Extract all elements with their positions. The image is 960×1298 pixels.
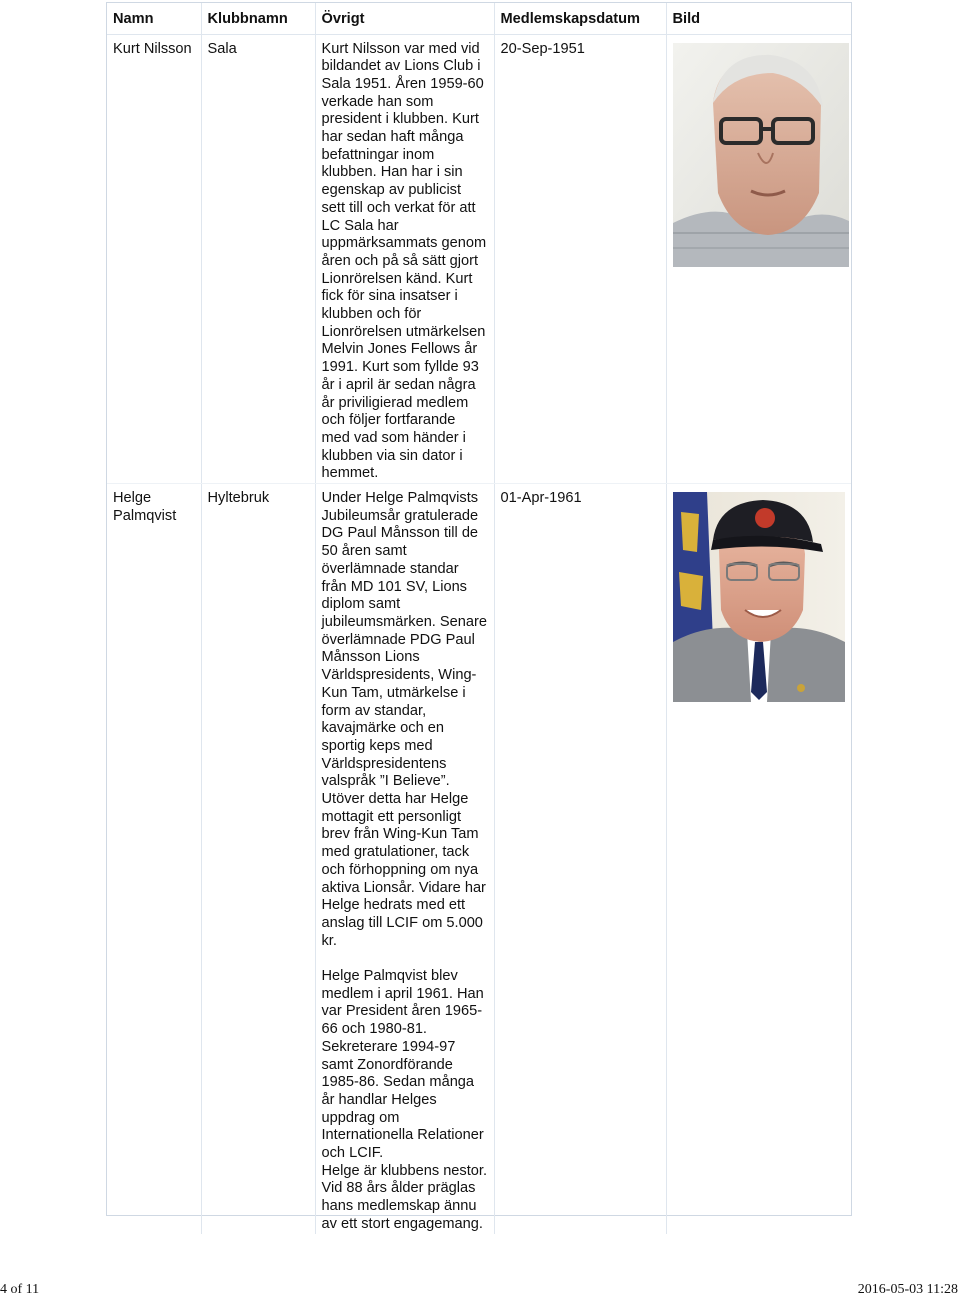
portrait-photo-icon — [673, 43, 849, 267]
member-table-container — [106, 2, 852, 1232]
portrait-photo-icon — [673, 492, 845, 702]
column-header-member-since: Medlemskapsdatum — [494, 3, 666, 34]
member-notes — [315, 484, 494, 1234]
member-club: Sala — [201, 34, 315, 484]
member-name: Kurt Nilsson — [107, 34, 201, 484]
print-timestamp: 2016-05-03 11:28 — [857, 1282, 958, 1297]
table-row — [107, 484, 851, 1234]
member-since-date: 01-Apr-1961 — [494, 484, 666, 1234]
member-name: Helge Palmqvist — [107, 484, 201, 1234]
table-row — [107, 34, 851, 484]
notes-paragraph: Helge Palmqvist blev medlem i april 1961. Han var President åren 1965-66 och 1980-81. Sekreterare 1994-97 samt Zonordförande 1985-86. Sedan många år handlar Helges uppdrag om Internationella Relationer och LCIF. — [321, 968, 484, 1162]
column-header-club: Klubbnamn — [201, 3, 315, 34]
column-header-notes: Övrigt — [315, 3, 494, 34]
member-table — [107, 3, 851, 1234]
member-photo-cell — [666, 34, 851, 484]
column-header-name: Namn — [107, 3, 201, 34]
column-header-photo: Bild — [666, 3, 851, 34]
member-notes — [315, 34, 494, 484]
notes-paragraph: Under Helge Palmqvists Jubileumsår gratulerade DG Paul Månsson till de 50 åren samt överlämnade standar från MD 101 SV, Lions diplom samt jubileumsmärken. Senare överlämnade PDG Paul Månsson Lions Världspresidents, Wing-Kun Tam, utmärkelse i form av standar, kavajmärke och en sportig keps med Världspresidentens valspråk ”I Believe”. Utöver detta har Helge mottagit ett personligt brev från Wing-Kun Tam med gratulationer, tack och förhoppning om nya aktiva Lionsår. Vidare har Helge hedrats med ett anslag till LCIF om 5.000 kr. — [321, 490, 487, 949]
page-number: 4 of 11 — [0, 1282, 40, 1297]
table-header-row — [107, 3, 851, 34]
member-since-date: 20-Sep-1951 — [494, 34, 666, 484]
notes-paragraph: Kurt Nilsson var med vid bildandet av Lions Club i Sala 1951. Åren 1959-60 verkade han som president i klubben. Kurt har sedan haft många befattningar inom klubben. Han har i sin egenskap av publicist sett till och verkat för att LC Sala har uppmärksammats genom åren och på så sätt gjort Lionrörelsen känd. Kurt fick för sina insatser i klubben och för Lionrörelsen utmärkelsen Melvin Jones Fellows år 1991. Kurt som fyllde 93 år i april är sedan några år priviligierad medlem och följer fortfarande med vad som händer i klubben via sin dator i hemmet. — [321, 40, 487, 482]
member-club: Hyltebruk — [201, 484, 315, 1234]
notes-paragraph: Helge är klubbens nestor. Vid 88 års ålder präglas hans medlemskap ännu av ett stort engagemang. — [321, 1162, 487, 1232]
member-photo-cell — [666, 484, 851, 1234]
